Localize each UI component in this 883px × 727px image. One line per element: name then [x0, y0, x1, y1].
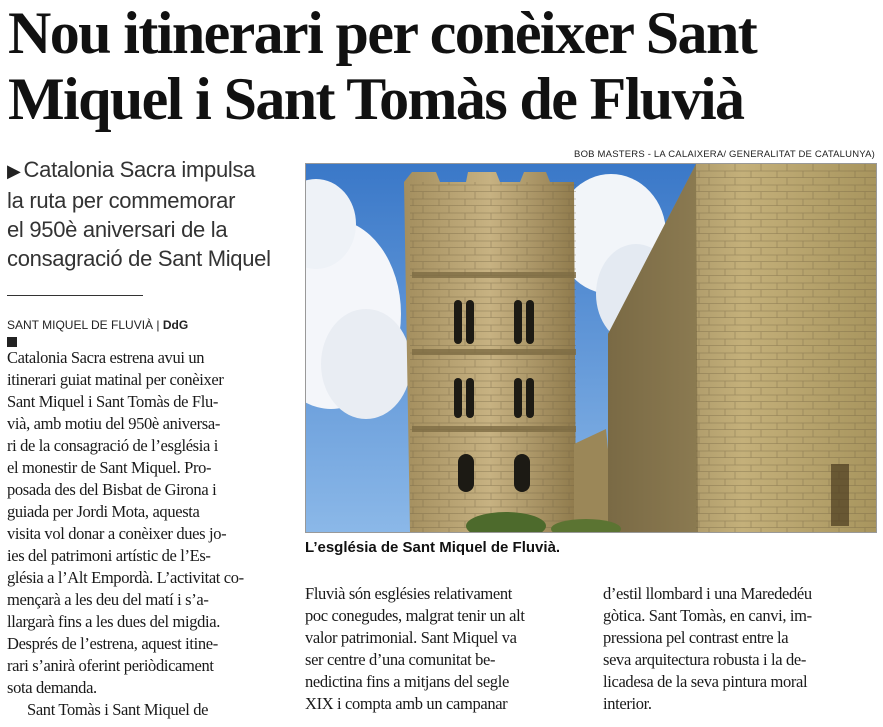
body-line: llargarà fins a les dues del migdia. [7, 612, 220, 631]
article-column-1 [7, 337, 281, 721]
body-line: vià, amb motiu del 950è aniversa- [7, 414, 220, 433]
subhead [7, 155, 292, 273]
body-line [7, 337, 281, 369]
article-column-3 [603, 583, 875, 715]
body-line: poc conegudes, malgrat tenir un alt [305, 606, 525, 625]
body-line: Sant Tomàs i Sant Miquel de [27, 700, 209, 719]
body-line: pressiona pel contrast entre la [603, 628, 789, 647]
body-line: valor patrimonial. Sant Miquel va [305, 628, 517, 647]
byline-place: SANT MIQUEL DE FLUVIÀ | [7, 318, 163, 332]
body-line: ri de la consagració de l’església i [7, 436, 218, 455]
body-line: glésia a l’Alt Empordà. L’activitat co- [7, 568, 244, 587]
byline [7, 318, 188, 332]
body-line: rari s’anirà oferint periòdicament [7, 656, 214, 675]
body-line: visita vol donar a conèixer dues jo- [7, 524, 227, 543]
body-line: nedictina fins a mitjans del segle [305, 672, 509, 691]
subhead-line: el 950è aniversari de la [7, 217, 228, 242]
subhead-line: consagració de Sant Miquel [7, 246, 271, 271]
body-line: sota demanda. [7, 678, 97, 697]
body-line: XIX i compta amb un campanar [305, 694, 508, 713]
body-line: interior. [603, 694, 652, 713]
body-line: itinerari guiat matinal per conèixer [7, 370, 224, 389]
body-line: posada des del Bisbat de Girona i [7, 480, 217, 499]
body-line: mençarà a les deu del matí i s’a- [7, 590, 209, 609]
square-bullet-icon [7, 337, 17, 347]
article-column-2 [305, 583, 577, 715]
body-text: Catalonia Sacra estrena avui un [7, 348, 205, 367]
body-line: Fluvià són esglésies relativament [305, 584, 513, 603]
triangle-bullet-icon: ▶ [7, 161, 21, 181]
divider [7, 295, 143, 296]
body-line: ser centre d’una comunitat be- [305, 650, 496, 669]
headline-line: Miquel i Sant Tomàs de Fluvià [8, 66, 744, 132]
church-photo [305, 163, 877, 533]
body-line: licadesa de la seva pintura moral [603, 672, 808, 691]
body-line: seva arquitectura robusta i la de- [603, 650, 806, 669]
byline-author: DdG [162, 318, 189, 332]
church-illustration [306, 164, 876, 532]
photo-credit: BOB MASTERS - LA CALAIXERA/ GENERALITAT DE CATALUNYA) [574, 149, 875, 160]
body-line: Després de l’estrena, aquest itine- [7, 634, 218, 653]
headline-line: Nou itinerari per conèixer Sant [8, 0, 757, 66]
subhead-line [7, 155, 292, 186]
photo-caption: L’església de Sant Miquel de Fluvià. [305, 539, 561, 556]
headline [8, 0, 878, 132]
body-line: Sant Miquel i Sant Tomàs de Flu- [7, 392, 219, 411]
body-line: guiada per Jordi Mota, aquesta [7, 502, 200, 521]
subhead-line: la ruta per commemorar [7, 188, 236, 213]
subhead-text: Catalonia Sacra impulsa [23, 157, 256, 182]
body-line: gòtica. Sant Tomàs, en canvi, im- [603, 606, 812, 625]
body-line: ies del patrimoni artístic de l’Es- [7, 546, 211, 565]
body-line: el monestir de Sant Miquel. Pro- [7, 458, 212, 477]
body-line: d’estil llombard i una Marededéu [603, 584, 812, 603]
